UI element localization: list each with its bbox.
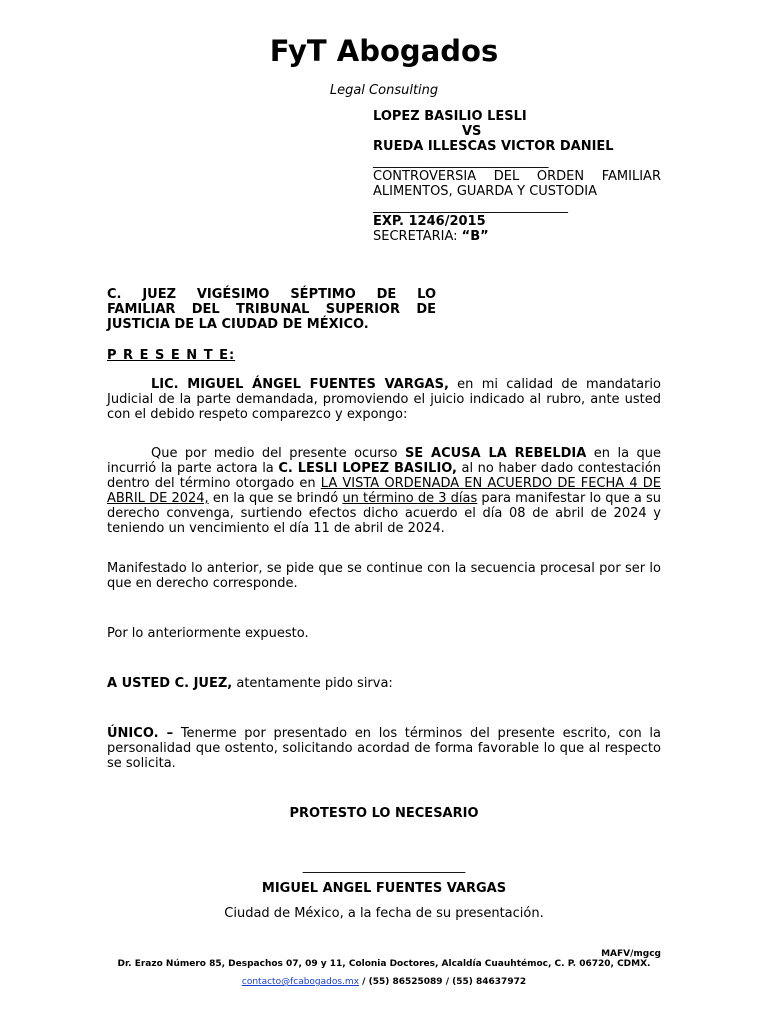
firm-name: FyT Abogados <box>269 34 499 68</box>
addressee-line-3: JUSTICIA DE LA CIUDAD DE MÉXICO. <box>107 317 369 332</box>
secretary <box>373 229 661 244</box>
manifestado-paragraph: Manifestado lo anterior, se pide que se continue con la secuencia procesal por ser lo que en derecho corresponde. <box>107 561 661 591</box>
signature-line: _________________________ <box>302 859 466 874</box>
petition-bold: A USTED C. JUEZ, <box>107 676 233 691</box>
intro-text: en mi calidad de mandatario Judicial de la parte demandada, promoviendo el juicio indicado al rubro, ante usted con el debido respeto comparezco y expongo: <box>107 377 661 422</box>
caption-rule-2: ______________________________ <box>373 199 568 214</box>
footer-initials: MAFV/mgcg <box>601 949 661 959</box>
body-bold-1: SE ACUSA LA REBELDIA <box>404 446 587 461</box>
footer-address: Dr. Erazo Número 85, Despachos 07, 09 y 11, Colonia Doctores, Alcaldía Cuauhtémoc, C. P. 06720, CDMX. <box>117 959 651 969</box>
place-date: Ciudad de México, a la fecha de su presentación. <box>224 906 544 921</box>
body-text-5: para manifestar lo que a su derecho convenga, surtiendo efectos dicho acuerdo el día 08 de abril de 2024 y teniendo un vencimiento el día 11 de abril de 2024. <box>107 491 661 536</box>
addressee-line-2: FAMILIAR DEL TRIBUNAL SUPERIOR DE <box>107 302 436 317</box>
secretary-value: “B” <box>461 229 489 244</box>
case-caption <box>373 109 661 244</box>
protesto-heading: PROTESTO LO NECESARIO <box>289 806 479 821</box>
contact-email-link[interactable]: contacto@fcabogados.mx <box>241 977 360 987</box>
intro-paragraph <box>107 377 661 422</box>
rebeldia-paragraph <box>107 446 661 536</box>
addressee-line-1: C. JUEZ VIGÉSIMO SÉPTIMO DE LO <box>107 287 436 302</box>
party-1: LOPEZ BASILIO LESLI <box>373 109 527 124</box>
body-text-1: Que por medio del presente ocurso <box>151 446 405 461</box>
file-number: EXP. 1246/2015 <box>373 214 486 229</box>
petition-paragraph <box>107 676 661 691</box>
body-text-3: al no haber dado contestación dentro del término otorgado en <box>107 461 661 491</box>
footer-contact <box>107 977 661 987</box>
unico-text: Tenerme por presentado en los términos del presente escrito, con la personalidad que ostento, solicitando acordad de forma favorable lo que al respecto se solicita. <box>107 726 662 771</box>
body-text-4: en la que se brindó <box>208 491 343 506</box>
intro-name: LIC. MIGUEL ÁNGEL FUENTES VARGAS, <box>151 377 449 392</box>
matter-line-2: ALIMENTOS, GUARDA Y CUSTODIA <box>373 184 597 199</box>
unico-paragraph <box>107 726 661 771</box>
body-underline-2: un término de 3 días <box>342 491 478 506</box>
matter-line-1: CONTROVERSIA DEL ORDEN FAMILIAR <box>373 169 661 184</box>
unico-bold: ÚNICO. – <box>107 726 174 741</box>
body-text-2: en la que incurrió la parte actora la <box>107 446 662 476</box>
firm-tagline: Legal Consulting <box>329 83 439 98</box>
addressee <box>107 287 436 332</box>
body-underline-1: LA VISTA ORDENADA EN ACUERDO DE FECHA 4 DE ABRIL DE 2024, <box>107 476 661 506</box>
presente-heading: P R E S E N T E: <box>107 348 236 363</box>
versus: VS <box>462 124 482 139</box>
contact-phones: / (55) 86525089 / (55) 84637972 <box>359 977 527 987</box>
petition-text: atentamente pido sirva: <box>232 676 393 691</box>
caption-rule-1: ___________________________ <box>373 154 549 169</box>
party-2: RUEDA ILLESCAS VICTOR DANIEL <box>373 139 614 154</box>
expuesto-paragraph: Por lo anteriormente expuesto. <box>107 626 309 641</box>
signer-name: MIGUEL ANGEL FUENTES VARGAS <box>261 881 507 896</box>
body-bold-2: C. LESLI LOPEZ BASILIO, <box>278 461 457 476</box>
secretary-label: SECRETARIA: <box>373 229 462 244</box>
